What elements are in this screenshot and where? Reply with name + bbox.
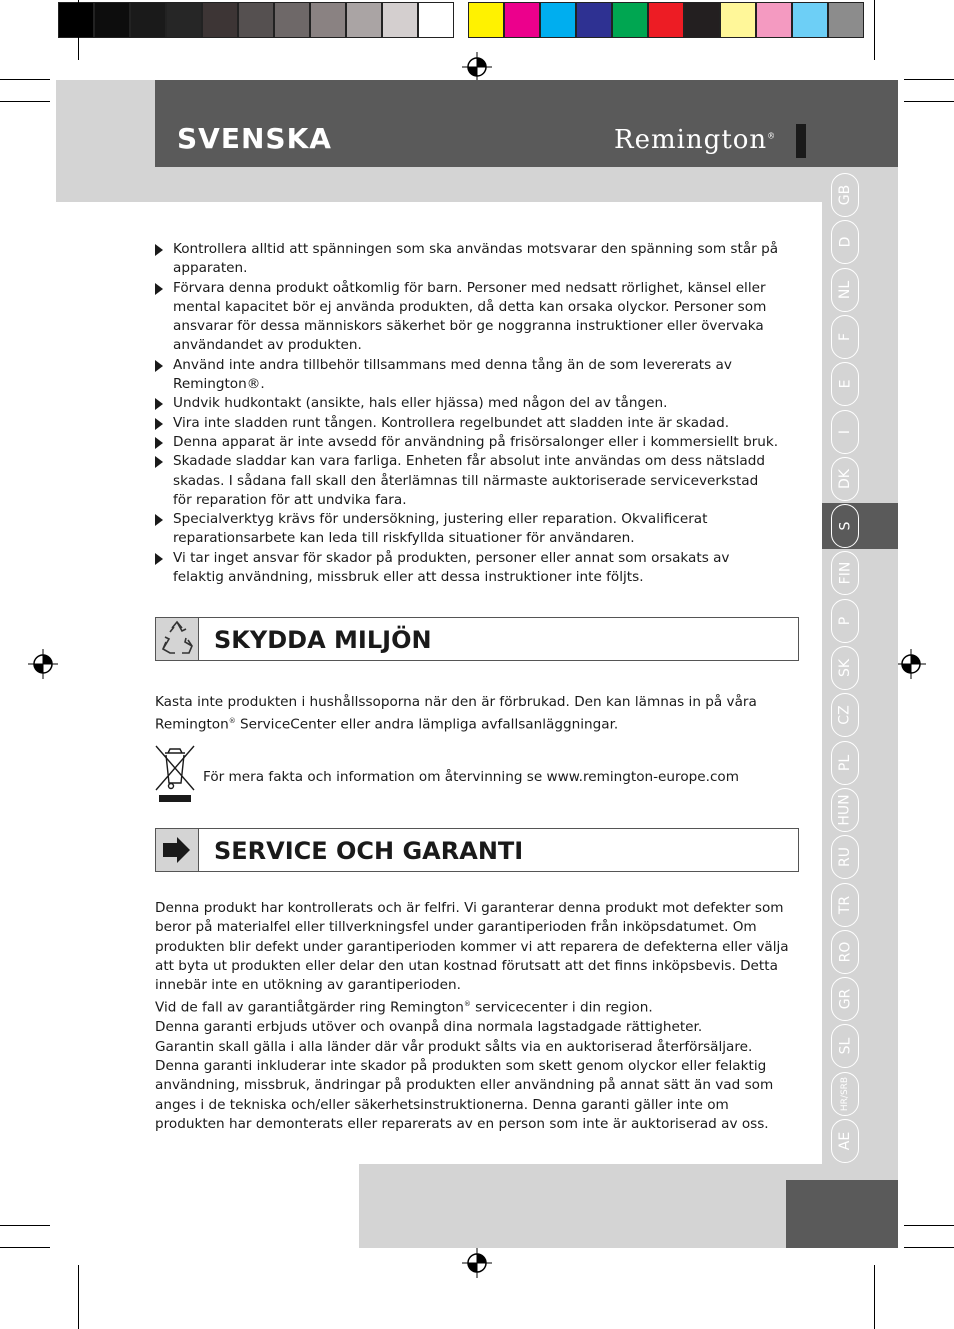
page-title: SVENSKA [177,122,332,155]
language-tab-label: D [837,236,853,248]
swatch-gap [454,2,468,38]
color-swatch [684,2,720,38]
language-tab-label: I [836,429,853,434]
color-swatch [202,2,238,38]
page-number-block [786,1180,898,1248]
language-tab-i[interactable] [831,410,859,454]
safety-bullet-list [155,240,780,587]
bullet-item [155,510,780,549]
bullet-text: Förvara denna produkt oåtkomlig för barn. Personer med nedsatt rörlighet, känsel eller mental kapacitet bör ej använda produkten, då detta kan orsaka olyckor. Personer som ansvarar för dessa människors säkerhet bör ge noggranna instruktioner eller övervaka användandet av produkten. [173,279,767,354]
language-tab-label: RU [836,847,853,868]
section-title: SERVICE OCH GARANTI [214,837,524,865]
color-swatch [576,2,612,38]
language-sidebar [822,167,898,1164]
bullet-arrow-icon [155,244,163,256]
color-swatch [274,2,310,38]
language-tab-d[interactable] [831,220,859,264]
language-tab-tr[interactable] [831,883,859,927]
bullet-item [155,279,780,356]
color-swatch [130,2,166,38]
crop-mark [904,1225,954,1226]
crop-mark [874,1265,875,1329]
arrow-right-icon [156,829,199,871]
color-swatch [310,2,346,38]
language-tab-label: CZ [837,705,853,725]
bullet-arrow-icon [155,360,163,372]
color-swatch [648,2,684,38]
brand-logo: Remington® [614,125,777,155]
bullet-item [155,414,780,433]
bullet-arrow-icon [155,398,163,410]
language-tab-label: HUN [837,794,853,826]
language-tab-label: E [836,379,853,389]
language-tab-sl[interactable] [831,1024,859,1068]
registration-mark-icon [462,1248,492,1278]
registration-mark-icon [896,649,926,679]
language-tab-sk[interactable] [831,646,859,690]
color-swatch [238,2,274,38]
language-tab-gb[interactable] [831,173,859,217]
color-swatch [166,2,202,38]
crop-mark [0,1247,50,1248]
language-tab-label: NL [837,280,853,299]
language-tab-gr[interactable] [831,977,859,1021]
language-tab-hr-srb[interactable] [831,1072,859,1116]
language-tab-label: S [836,521,853,531]
bullet-text: Skadade sladdar kan vara farliga. Enheten får absolut inte användas om dess nätsladd skadas. I sådana fall skall den återlämnas till närmaste auktoriserade serviceverkstad för reparation för att undvika fara. [173,453,765,508]
bullet-item [155,433,780,452]
section-title: SKYDDA MILJÖN [214,626,432,654]
color-swatch [792,2,828,38]
environment-paragraph: Kasta inte produkten i hushållssoporna när den är förbrukad. Den kan lämnas in på våra Remington® ServiceCenter eller andra lämpliga avfallsanläggningar. [155,694,757,733]
color-swatch [828,2,864,38]
language-tab-label: SK [836,658,853,678]
color-swatch [756,2,792,38]
language-tab-dk[interactable] [831,457,859,501]
color-swatch [418,2,454,38]
crossed-bin-icon [155,745,195,803]
language-tab-label: GB [836,184,853,206]
language-tab-label: P [836,616,853,625]
color-swatch [382,2,418,38]
bullet-text: Undvik hudkontakt (ansikte, hals eller hjässa) med någon del av tången. [173,395,668,412]
language-tab-s[interactable] [831,504,859,548]
language-tab-pl[interactable] [831,741,859,785]
crop-mark [0,101,50,102]
bullet-item [155,356,780,395]
crop-mark [874,0,875,60]
bullet-text: Vira inte sladden runt tången. Kontrollera regelbundet att sladden inte är skadad. [173,414,730,431]
crop-mark [0,1225,50,1226]
language-tab-nl[interactable] [831,268,859,312]
language-tab-label: RO [837,941,853,963]
language-tab-cz[interactable] [831,693,859,737]
crop-mark [78,0,79,60]
bullet-arrow-icon [155,456,163,468]
language-tab-label: GR [836,988,853,1010]
bullet-arrow-icon [155,418,163,430]
registration-mark-icon [28,649,58,679]
bullet-text: Denna apparat är inte avsedd för användning på frisörsalonger eller i kommersiellt bruk. [173,433,779,450]
bullet-text: Specialverktyg krävs för undersökning, justering eller reparation. Okvalificerat reparationsarbete kan leda till riskfyllda situationer för användaren. [173,511,708,547]
weee-text: För mera fakta och information om återvinning se www.remington-europe.com [203,769,739,785]
language-tab-ro[interactable] [831,930,859,974]
bullet-text: Vi tar inget ansvar för skador på produkten, personer eller annat som orsakats av felaktig användning, missbruk eller att dessa instruktioner inte följts. [173,549,730,586]
language-tab-fin[interactable] [831,551,859,595]
color-calibration-bar [58,2,864,38]
bullet-item [155,452,780,510]
bullet-arrow-icon [155,553,163,565]
language-tab-f[interactable] [831,315,859,359]
section-header-environment [155,617,799,661]
language-tab-label: HR/SRB [840,1076,851,1111]
language-tab-label: PL [837,754,853,771]
color-swatch [540,2,576,38]
language-tab-label: DK [837,468,853,489]
bullet-arrow-icon [155,514,163,526]
language-tab-label: SL [837,1038,853,1055]
bullet-text: Kontrollera alltid att spänningen som ska användas motsvarar den spänning som står på apparaten. [173,241,779,277]
color-swatch [58,2,94,38]
color-swatch [346,2,382,38]
language-tab-e[interactable] [831,362,859,406]
bullet-arrow-icon [155,437,163,449]
color-swatch [504,2,540,38]
language-tab-hun[interactable] [831,788,859,832]
recycle-icon [156,618,199,660]
bullet-item [155,240,780,279]
crop-mark [904,79,954,80]
language-tab-label: AE [837,1131,853,1151]
registration-mark-icon [462,52,492,82]
crop-mark [904,1247,954,1248]
crop-mark [78,1265,79,1329]
language-tab-label: TR [837,895,853,914]
language-tab-label: F [837,332,853,341]
language-tab-ae[interactable] [831,1119,859,1163]
crop-mark [0,79,50,80]
crop-mark [904,101,954,102]
language-tab-ru[interactable] [831,835,859,879]
language-tab-label: FIN [837,562,853,585]
section-header-service [155,828,799,872]
brand-bar [796,124,806,158]
color-swatch [720,2,756,38]
bullet-arrow-icon [155,283,163,295]
bullet-item [155,549,780,588]
service-paragraph: Denna produkt har kontrollerats och är felfri. Vi garanterar denna produkt mot defekter som beror på materialfel eller tillverkningsfel under garantiperioden från inköpsdatumet. Om produkten blir defekt under garantiperioden kommer vi att reparera de defekterna eller välja att byta ut produkten eller delar den utan kostnad förutsatt att det finns inköpsbevis. Detta innebär inte en utökning av garantiperioden. Vid de fall av garantiåtgärder ring Remington® servicecenter i din region. Denna garanti erbjuds utöver och ovanpå dina normala lagstadgade rättigheter. Garantin skall gälla i alla länder där vår produkt sålts via en auktoriserad återförsäljare. Denna garanti inkluderar inte skador på produkten som skett genom olyckor eller felaktig användning, missbruk, ändringar på produkten eller användning på annat sätt än vad som anges i de tekniska och/eller säkerhetsinstruktionerna. Denna garanti gäller inte om produkten har demonterats eller reparerats av en person som inte är auktoriserad av oss. [155,900,789,1132]
bullet-item [155,394,780,413]
color-swatch [94,2,130,38]
color-swatch [612,2,648,38]
color-swatch [468,2,504,38]
bullet-text: Använd inte andra tillbehör tillsammans med denna tång än de som levererats av Remington®. [173,356,732,393]
language-tab-p[interactable] [831,599,859,643]
